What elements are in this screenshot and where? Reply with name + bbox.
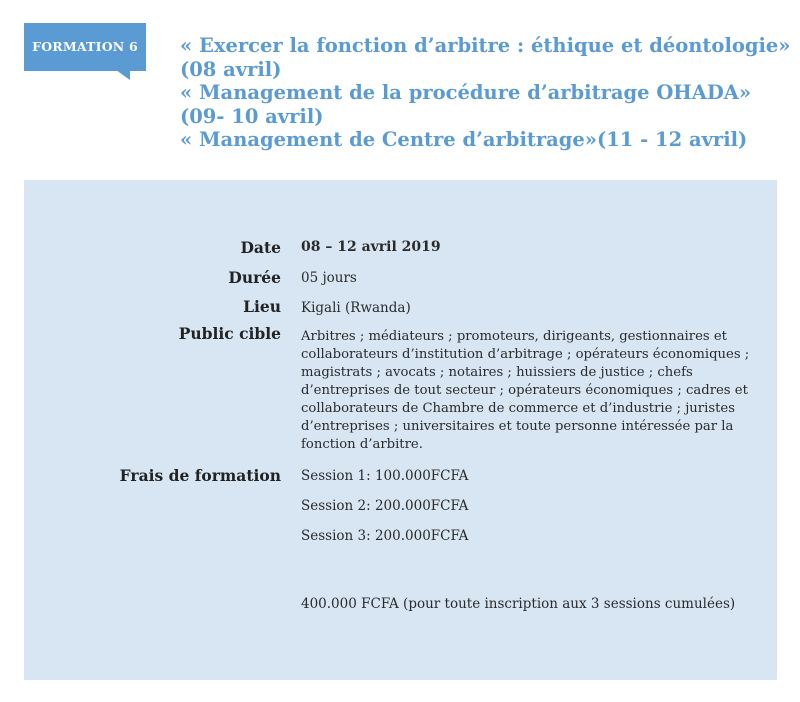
formation-badge: [24, 23, 146, 71]
title-line-5: « Management de Centre d’arbitrage»(11 - 12 avril): [180, 128, 748, 151]
title-line-3: « Management de la procédure d’arbitrage OHADA»: [180, 81, 752, 104]
audience-value: Arbitres ; médiateurs ; promoteurs, dirigeants, gestionnaires et collaborateurs d’institution d’arbitrage ; opérateurs économiques ; magistrats ; avocats ; notaires ; huissiers de justice ; chefs d’entreprises de tout secteur ; opérateurs économiques ; cadres et collaborateurs de Chambre de commerce et d’industrie ; juristes d’entreprises ; universitaires et toute personne intéressée par la fonction d’arbitre.: [301, 329, 750, 452]
title-line-1: « Exercer la fonction d’arbitre : éthique et déontologie»: [180, 34, 791, 57]
date-value: 08 – 12 avril 2019: [301, 239, 441, 255]
title-line-2: (08 avril): [180, 57, 282, 81]
details-panel: [24, 180, 777, 680]
duration-label: Durée: [228, 268, 281, 287]
fee-total: 400.000 FCFA (pour toute inscription aux 3 sessions cumulées): [301, 596, 736, 612]
title-line-4: (09- 10 avril): [180, 104, 324, 128]
fees-label: Frais de formation: [119, 466, 281, 485]
location-value: Kigali (Rwanda): [301, 300, 411, 316]
formation-badge-tail: [116, 70, 130, 80]
fee-session-3: Session 3: 200.000FCFA: [301, 528, 469, 544]
formation-titles: [180, 34, 791, 152]
date-label: Date: [240, 238, 281, 257]
duration-value: 05 jours: [301, 270, 357, 286]
formation-badge-label: FORMATION 6: [32, 39, 138, 54]
location-label: Lieu: [243, 297, 281, 316]
audience-label: Public cible: [178, 324, 281, 343]
fee-session-1: Session 1: 100.000FCFA: [301, 468, 469, 484]
fee-session-2: Session 2: 200.000FCFA: [301, 498, 469, 514]
